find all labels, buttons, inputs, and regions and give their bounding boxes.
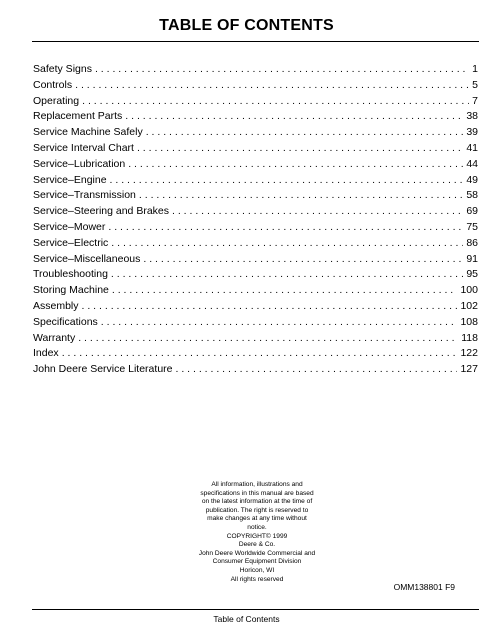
toc-dot-leader <box>143 252 463 268</box>
toc-dot-leader <box>82 299 458 315</box>
toc-entry[interactable] <box>33 283 478 299</box>
notice-line: All rights reserved <box>230 575 284 583</box>
notice-line: John Deere Worldwide Commercial and <box>198 549 316 557</box>
toc-entry[interactable] <box>33 109 478 125</box>
toc-dot-leader <box>172 204 463 220</box>
toc-entry-page: 38 <box>466 110 478 123</box>
toc-entry-page: 41 <box>466 141 478 154</box>
toc-entry-page: 7 <box>472 94 478 107</box>
toc-entry-page: 108 <box>460 315 478 328</box>
toc-dot-leader <box>125 109 463 125</box>
toc-dot-leader <box>137 141 463 157</box>
toc-entry-label: Replacement Parts <box>33 110 123 123</box>
toc-entry-label: Service–Steering and Brakes <box>33 205 169 218</box>
toc-entry-label: Service Interval Chart <box>33 141 134 154</box>
toc-entry-page: 102 <box>460 299 478 312</box>
toc-dot-leader <box>108 220 463 236</box>
toc-entry-label: Operating <box>33 94 80 107</box>
toc-entry-label: Service–Transmission <box>33 189 136 202</box>
title-divider <box>32 41 479 42</box>
toc-entry[interactable] <box>33 62 478 78</box>
toc-entry-label: Safety Signs <box>33 63 92 75</box>
toc-entry-label: Specifications <box>33 315 98 328</box>
toc-entry[interactable] <box>33 236 478 252</box>
toc-dot-leader <box>128 157 463 173</box>
toc-entry-page: 118 <box>461 331 478 344</box>
page-title: TABLE OF CONTENTS <box>159 17 334 34</box>
toc-entry-page: 91 <box>466 252 478 265</box>
toc-entry-page: 127 <box>460 363 478 376</box>
page-footer: Table of Contents <box>213 614 280 624</box>
toc-entry-page: 58 <box>466 189 478 202</box>
toc-entry-label: Warranty <box>33 331 76 344</box>
toc-entry-page: 39 <box>466 126 478 139</box>
toc-entry[interactable] <box>33 204 478 220</box>
document-code: OMM138801 F9 <box>393 582 455 592</box>
toc-dot-leader <box>111 267 463 283</box>
toc-entry-label: Service–Lubrication <box>33 157 126 170</box>
notice-line: Deere & Co. <box>238 541 276 549</box>
toc-entry-label: Troubleshooting <box>33 268 108 281</box>
notice-line: make changes at any time without <box>207 515 307 523</box>
toc-entry-page: 75 <box>466 220 478 233</box>
toc-entry[interactable] <box>33 346 478 362</box>
toc-dot-leader <box>176 362 458 378</box>
toc-entry[interactable] <box>33 267 478 283</box>
toc-entry-label: Service–Engine <box>33 173 107 186</box>
toc-entry-page: 1 <box>472 63 478 75</box>
toc-entry[interactable] <box>33 252 478 268</box>
toc-entry-page: 5 <box>472 78 478 91</box>
toc-entry-label: Storing Machine <box>33 284 109 297</box>
toc-entry[interactable] <box>33 331 478 347</box>
toc-dot-leader <box>110 173 464 189</box>
toc-entry-page: 49 <box>466 173 478 186</box>
toc-dot-leader <box>78 331 458 347</box>
toc-entry-label: Assembly <box>33 299 79 312</box>
toc-dot-leader <box>82 94 469 110</box>
toc-entry-label: Service–Mower <box>33 220 106 233</box>
toc-dot-leader <box>146 125 464 141</box>
footer-divider <box>32 609 479 610</box>
toc-entry[interactable] <box>33 78 478 94</box>
toc-entry[interactable] <box>33 188 478 204</box>
toc-entry[interactable] <box>33 362 478 378</box>
toc-entry[interactable] <box>33 141 478 157</box>
toc-entry-page: 122 <box>460 347 478 360</box>
toc-entry-label: Index <box>33 347 59 360</box>
toc-entry[interactable] <box>33 220 478 236</box>
toc-entry[interactable] <box>33 299 478 315</box>
notice-line: Horicon, WI <box>239 566 275 574</box>
toc-entry-label: John Deere Service Literature <box>33 363 173 376</box>
notice-line: publication. The right is reserved to <box>205 506 309 514</box>
toc-entry-label: Service Machine Safely <box>33 126 143 139</box>
toc-dot-leader <box>75 78 469 94</box>
toc-entry-page: 95 <box>466 268 478 281</box>
toc-entry-label: Service–Electric <box>33 236 109 249</box>
notice-line: Consumer Equipment Division <box>212 558 302 566</box>
toc-list <box>33 62 478 378</box>
toc-dot-leader <box>112 283 458 299</box>
toc-entry-page: 44 <box>466 157 478 170</box>
toc-dot-leader <box>62 346 458 362</box>
notice-line: on the latest information at the time of <box>201 498 313 506</box>
toc-entry[interactable] <box>33 94 478 110</box>
toc-dot-leader <box>111 236 463 252</box>
toc-entry-label: Service–Miscellaneous <box>33 252 141 265</box>
toc-dot-leader <box>101 315 458 331</box>
notice-line: notice. <box>247 523 267 531</box>
copyright-notice <box>193 481 321 584</box>
toc-entry[interactable] <box>33 157 478 173</box>
toc-entry-page: 86 <box>466 236 478 249</box>
notice-line: COPYRIGHT© 1999 <box>226 532 288 540</box>
toc-entry[interactable] <box>33 125 478 141</box>
notice-line: All information, illustrations and <box>211 481 303 488</box>
toc-entry[interactable] <box>33 173 478 189</box>
notice-line: specifications in this manual are based <box>200 489 314 497</box>
toc-entry-page: 69 <box>466 205 478 218</box>
toc-entry-page: 100 <box>460 284 478 297</box>
toc-entry[interactable] <box>33 315 478 331</box>
toc-entry-label: Controls <box>33 78 73 91</box>
toc-dot-leader <box>95 62 469 78</box>
toc-dot-leader <box>139 188 463 204</box>
